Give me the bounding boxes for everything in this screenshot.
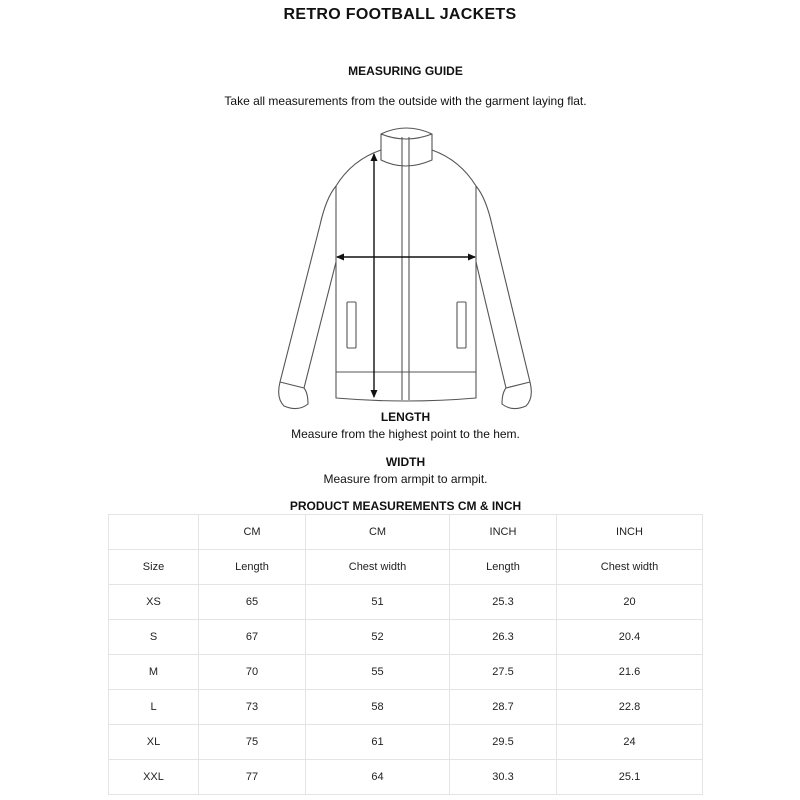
value-cell: 77 [199,760,306,795]
value-cell: 24 [557,725,703,760]
header-cell: Chest width [557,550,703,585]
table-row [109,760,703,795]
size-cell: XL [109,725,199,760]
header-row [109,550,703,585]
value-cell: 58 [306,690,450,725]
length-description: Measure from the highest point to the hem. [291,427,520,441]
table-row [109,655,703,690]
value-cell: 29.5 [450,725,557,760]
length-heading: LENGTH [380,410,431,424]
header-cell: Length [450,550,557,585]
table-row [109,585,703,620]
value-cell: 25.3 [450,585,557,620]
value-cell: 67 [199,620,306,655]
value-cell: 70 [199,655,306,690]
value-cell: 55 [306,655,450,690]
width-heading: WIDTH [385,455,426,469]
value-cell: 27.5 [450,655,557,690]
value-cell: 30.3 [450,760,557,795]
header-cell: Size [109,550,199,585]
measuring-instruction: Take all measurements from the outside with the garment laying flat. [224,94,587,108]
page-title: RETRO FOOTBALL JACKETS [283,6,517,23]
value-cell: 73 [199,690,306,725]
header-cell: Chest width [306,550,450,585]
value-cell: 20.4 [557,620,703,655]
value-cell: 22.8 [557,690,703,725]
size-cell: XS [109,585,199,620]
units-row [109,515,703,550]
size-cell: L [109,690,199,725]
units-cell: CM [199,515,306,550]
value-cell: 65 [199,585,306,620]
value-cell: 26.3 [450,620,557,655]
size-cell: S [109,620,199,655]
table-title: PRODUCT MEASUREMENTS CM & INCH [289,499,522,513]
jacket-outline-icon [270,120,540,412]
value-cell: 51 [306,585,450,620]
table-row [109,690,703,725]
value-cell: 21.6 [557,655,703,690]
units-cell: CM [306,515,450,550]
value-cell: 52 [306,620,450,655]
value-cell: 75 [199,725,306,760]
value-cell: 61 [306,725,450,760]
table-row [109,620,703,655]
units-cell [109,515,199,550]
size-cell: XXL [109,760,199,795]
measuring-guide-heading: MEASURING GUIDE [348,64,463,78]
width-description: Measure from armpit to armpit. [323,472,488,486]
units-cell: INCH [557,515,703,550]
value-cell: 20 [557,585,703,620]
size-cell: M [109,655,199,690]
value-cell: 64 [306,760,450,795]
value-cell: 25.1 [557,760,703,795]
table-row [109,725,703,760]
size-chart-table [108,514,703,795]
header-cell: Length [199,550,306,585]
value-cell: 28.7 [450,690,557,725]
units-cell: INCH [450,515,557,550]
